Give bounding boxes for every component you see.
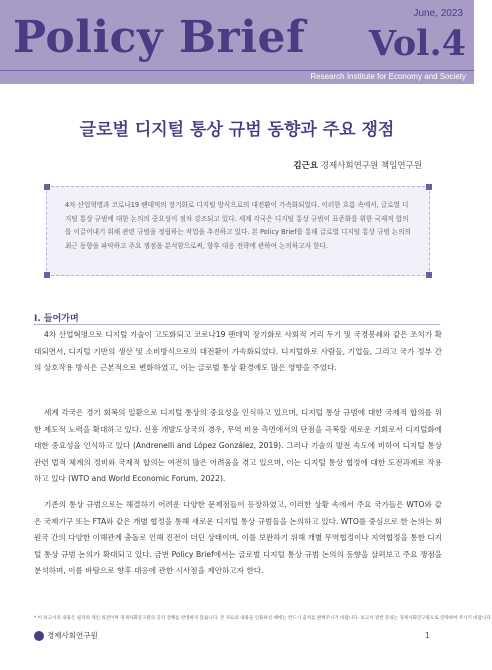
footer-org-name: 경제사회연구원 — [47, 631, 98, 640]
page-title: 글로벌 디지털 통상 규범 동향과 주요 쟁점 — [79, 120, 395, 140]
author-line — [293, 159, 422, 171]
issue-date: June, 2023 — [413, 8, 463, 19]
corner-mark — [44, 272, 50, 278]
volume-number: Vol.4 — [368, 23, 466, 64]
body-paragraph: 세계 각국은 경기 회복의 일환으로 디지털 통상의 중요성을 인식하고 있으며, 디지털 통상 규범에 대한 국제적 합의를 위한 제도적 노력을 확대하고 있다. 신흥 개발도상국의 경우, 무역 비용 측면에서의 단점을 극복할 새로운 기회로서 디지털화에 대한 중요성을 인식하고 있다 (Andrenelli and López González, 2019). 그러나 기술의 발전 속도에 비하여 디지털 통상 관련 법적 체계의 정비와 국제적 합의는 여전히 많은 어려움을 겪고 있으며, 이는 디지털 통상 협정에 대한 도전과제로 작용하고 있다 (WTO and World Economic Forum, 2022). — [34, 408, 442, 483]
header-banner — [0, 0, 474, 84]
footnote: * 이 보고서의 내용은 필자의 개인 의견이며 경제사회연구원의 공식 견해를 반영하지 않습니다. 본 자료의 내용을 인용하실 때에는 반드시 출처를 밝혀주시기 바랍니다. 보고서 관련 문의는 경제사회연구원으로 연락하여 주시기 바랍니다. — [34, 616, 492, 621]
footer-org — [34, 630, 98, 641]
corner-mark — [426, 272, 432, 278]
body-paragraph: 4차 산업혁명으로 디지털 기술이 고도화되고 코로나19 팬데믹 장기화로 사회적 거리 두기 및 국경봉쇄와 같은 조치가 확대되면서, 디지털 기반의 생산 및 소비방식으로의 대전환이 가속화되었다. 디지털화로 사람들, 기업들, 그리고 국가 정부 간의 상호작용 방식은 근본적으로 변화하였고, 이는 글로벌 통상 환경에도 많은 영향을 주었다. — [34, 330, 442, 372]
page-number: 1 — [424, 631, 430, 640]
institute-name: Research Institute for Economy and Society — [310, 72, 466, 81]
author-name: 김근요 — [293, 161, 319, 171]
author-affiliation: 경제사회연구원 책임연구원 — [320, 161, 422, 171]
corner-mark — [44, 184, 50, 190]
publication-title: Policy Brief — [13, 12, 306, 63]
section-heading: I. 들어가며 — [34, 314, 79, 324]
header-divider — [0, 70, 474, 71]
summary-box — [46, 186, 430, 276]
institute-logo-icon — [34, 631, 44, 641]
section-divider — [34, 324, 440, 325]
body-paragraph: 기존의 통상 규범으로는 해결하기 어려운 다양한 문제점들이 등장하였고, 이러한 상황 속에서 주요 국가들은 WTO와 같은 국제기구 또는 FTA와 같은 개별 협정을 통해 새로운 디지털 통상 규범들을 논의하고 있다. WTO를 중심으로 한 논의는 회원국 간의 다양한 이해관계 충돌로 인해 진전이 더딘 상태이며, 이를 보완하기 위해 개별 무역협정이나 지역협정을 통한 디지털 통상 규범 논의가 확대되고 있다. 금번 Policy Brief에서는 글로벌 디지털 통상 규범 논의의 동향을 살펴보고 주요 쟁점을 분석하며, 이를 바탕으로 향후 대응에 관한 시사점을 제안하고자 한다. — [34, 500, 442, 575]
summary-text: 4차 산업혁명과 코로나19 팬데믹의 장기화로 디지털 방식으로의 대전환이 가속화되었다. 이러한 흐름 속에서, 글로벌 디지털 통상 규범에 대한 논의의 중요성이 점차 강조되고 있다. 세계 각국은 디지털 통상 규범이 표준화를 위한 국제적 합의를 이끌어내기 위해 관련 규범을 정립하는 작업을 추진하고 있다. 본 Policy Brief를 통해 글로벌 디지털 통상 규범 논의의 최근 동향을 파악하고 주요 쟁점을 분석함으로써, 향후 대응 전략에 관하여 논의하고자 한다. — [65, 201, 412, 250]
corner-mark — [426, 184, 432, 190]
